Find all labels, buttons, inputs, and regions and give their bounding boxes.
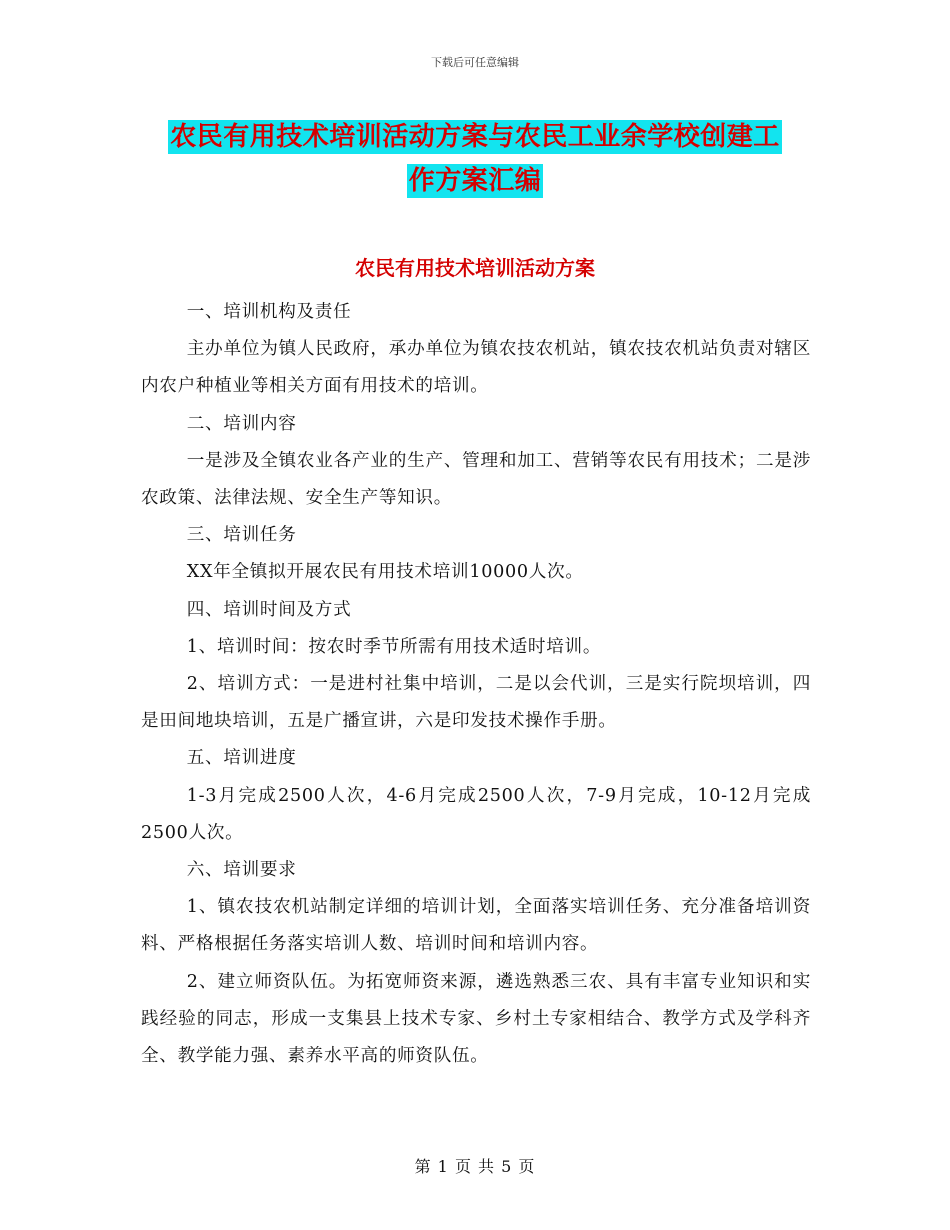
document-title-line-2 — [0, 160, 950, 197]
title-highlight-2: 作方案汇编 — [408, 166, 542, 196]
title-highlight-1: 农民有用技术培训活动方案与农民工业余学校创建工 — [170, 122, 780, 152]
heading-requirements: 六、培训要求 — [186, 860, 297, 881]
paragraph: 1、镇农技农机站制定详细的培训计划，全面落实培训任务、充分准备培训资料、严格根据任务落实培训人数、培训时间和培训内容。 — [141, 897, 811, 955]
document-title-line-1 — [0, 116, 950, 153]
section-title: 农民有用技术培训活动方案 — [355, 256, 595, 280]
heading-progress: 五、培训进度 — [186, 748, 297, 769]
paragraph: 1-3月完成2500人次，4-6月完成2500人次，7-9月完成，10-12月完成2500人次。 — [141, 785, 811, 843]
heading-time-method: 四、培训时间及方式 — [186, 599, 352, 620]
heading-organization: 一、培训机构及责任 — [186, 302, 352, 322]
document-body — [141, 294, 811, 1075]
paragraph: 1、培训时间：按农时季节所需有用技术适时培训。 — [186, 636, 602, 657]
heading-content: 二、培训内容 — [186, 413, 297, 434]
paragraph: 一是涉及全镇农业各产业的生产、管理和加工、营销等农民有用技术；二是涉农政策、法律法规、安全生产等知识。 — [141, 450, 811, 509]
paragraph: 2、培训方式：一是进村社集中培训，二是以会代训，三是实行院坝培训，四是田间地块培训，五是广播宣讲，六是印发技术操作手册。 — [141, 674, 811, 732]
header-note: 下载后可任意编辑 — [431, 56, 519, 69]
paragraph: XX年全镇拟开展农民有用技术培训10000人次。 — [186, 562, 584, 583]
paragraph: 主办单位为镇人民政府，承办单位为镇农技农机站，镇农技农机站负责对辖区内农户种植业等相关方面有用技术的培训。 — [141, 339, 811, 397]
page-number: 第 1 页 共 5 页 — [414, 1157, 536, 1176]
heading-tasks: 三、培训任务 — [186, 525, 297, 546]
paragraph: 2、建立师资队伍。为拓宽师资来源，遴选熟悉三农、具有丰富专业知识和实践经验的同志，形成一支集县上技术专家、乡村土专家相结合、教学方式及学科齐全、教学能力强、素养水平高的师资队伍。 — [141, 971, 811, 1067]
